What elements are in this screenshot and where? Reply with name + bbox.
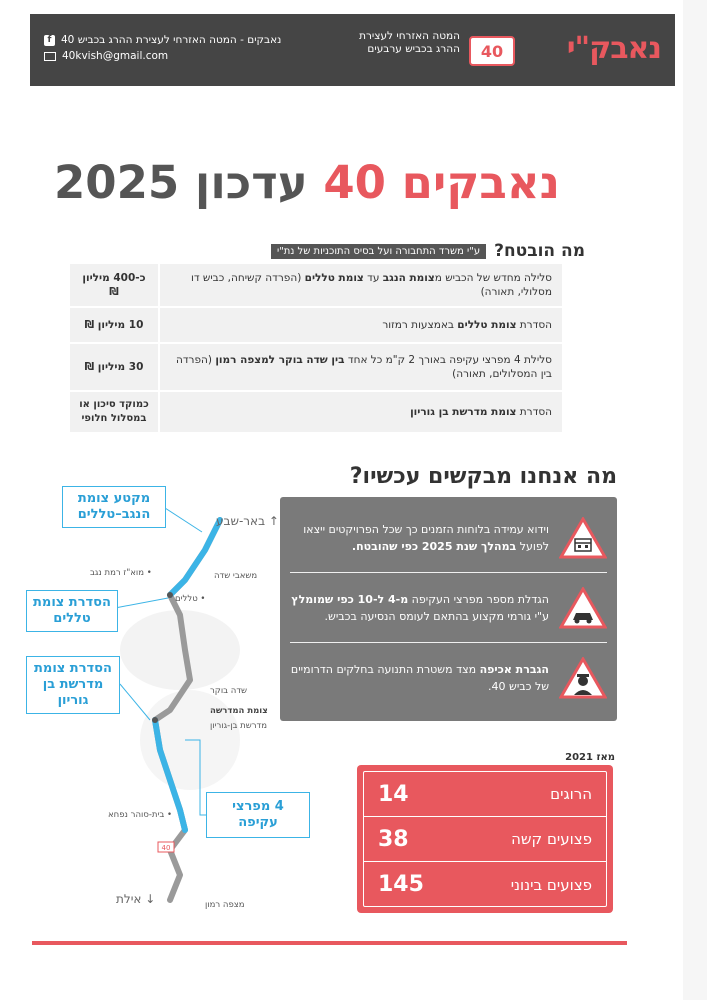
ask-item: הגדלת מספר מפרצי העקיפה מ-4 ל-10 כפי שמומלץ ע"י גורמי מקצוע בהתאם לעומס הנסיעה בכביש. bbox=[290, 573, 607, 643]
label-sde-boker: שדה בוקר bbox=[210, 686, 247, 696]
title-part2: עדכון 2025 bbox=[53, 156, 308, 209]
callout-bays: 4 מפרצי עקיפה bbox=[206, 792, 310, 838]
ask-heading: מה אנחנו מבקשים עכשיו? bbox=[349, 464, 617, 489]
label-ramat-negev: • מוא"ז רמת נגב bbox=[90, 568, 152, 578]
stat-label: פצועים קשה bbox=[511, 830, 592, 848]
table-row: סלילת 4 מפרצי עקיפה באורך 2 ק"מ כל אחד בין שדה בוקר למצפה רמון (הפרדה בין המסלולים, תאורה) 30 מיליון ₪ bbox=[70, 344, 562, 392]
highlight-negev-segment bbox=[170, 520, 220, 595]
promised-heading: מה הובטח? bbox=[494, 241, 585, 261]
promised-table bbox=[70, 264, 562, 432]
police-warning-icon bbox=[559, 657, 607, 699]
page-edge bbox=[683, 0, 707, 1000]
stat-row bbox=[364, 817, 606, 862]
contact-email[interactable]: 40kvish@gmail.com bbox=[62, 50, 169, 62]
table-row: סלילה מחדש של הכביש מצומת הנגב עד צומת טללים (הפרדה קשיחה, כביש דו מסלולי, תאורה) כ-400 מיליון ₪ bbox=[70, 264, 562, 308]
cost-cell: 30 מיליון ₪ bbox=[70, 343, 160, 391]
table-row: הסדרת צומת טללים באמצעות רמזור 10 מיליון ₪ bbox=[70, 308, 562, 344]
logo bbox=[536, 28, 661, 70]
contact-info bbox=[44, 32, 281, 64]
ask-item: וידוא עמידה בלוחות הזמנים כך שכל הפרויקטים ייצאו לפועל במהלך שנת 2025 כפי שהובטח. bbox=[290, 503, 607, 573]
cost-cell: 10 מיליון ₪ bbox=[70, 307, 160, 343]
header-tagline: המטה האזרחי לעצירת ההרג בכביש ערבעים bbox=[359, 30, 460, 55]
bottom-divider bbox=[32, 941, 627, 945]
facebook-icon: f bbox=[44, 35, 55, 46]
stat-row bbox=[364, 862, 606, 907]
stat-value: 14 bbox=[378, 781, 409, 807]
table-row: הסדרת צומת מדרשת בן גוריון כמוקד סיכון או במסלול חלופי bbox=[70, 392, 562, 432]
cost-cell: כ-400 מיליון ₪ bbox=[70, 263, 160, 307]
stats-box bbox=[357, 765, 613, 913]
title-number: 40 bbox=[323, 156, 386, 209]
label-eilat: ↓ אילת bbox=[116, 892, 156, 906]
callout-midreshet-junction: הסדרת צומת מדרשת בן גוריון bbox=[26, 656, 120, 714]
facebook-page-name[interactable]: נאבקים - המטה האזרחי לעצירת ההרג בכביש 40 bbox=[61, 34, 282, 46]
label-telalim: • טללים bbox=[175, 594, 206, 604]
stat-label: פצועים בינוני bbox=[510, 875, 592, 894]
callout-telalim-junction: הסדרת צומת טללים bbox=[26, 590, 118, 632]
stats-since-label: מאז 2021 bbox=[565, 752, 615, 763]
promised-heading-row bbox=[271, 241, 585, 261]
calendar-warning-icon bbox=[559, 517, 607, 559]
label-mitzpe-ramon: מצפה רמון bbox=[205, 900, 245, 910]
promised-note: ע"י משרד התחבורה ועל בסיס התוכניות של נת"י bbox=[271, 244, 486, 259]
label-midreshet: מדרשת בן-גוריון bbox=[210, 721, 267, 731]
page-title bbox=[53, 155, 560, 210]
callout-negev-telalim: מקטע צומת הנגב–טללים bbox=[62, 486, 166, 528]
road-sign-40: 40 bbox=[161, 844, 171, 852]
title-part1: נאבקים bbox=[401, 156, 560, 209]
label-mashabei: משאבי שדה bbox=[214, 571, 258, 581]
mail-icon bbox=[44, 52, 56, 61]
label-beit-sohar: • בית-סוהר נפחא bbox=[108, 810, 173, 820]
stat-label: הרוגים bbox=[550, 785, 592, 803]
label-beersheva: ↑ באר-שבע bbox=[216, 514, 279, 528]
logo-number-badge: 40 bbox=[469, 36, 515, 66]
label-midrasha-junction: צומת המדרשה bbox=[210, 706, 268, 716]
cost-cell: כמוקד סיכון או במסלול חלופי bbox=[70, 392, 160, 432]
ask-item: הגברת אכיפה מצד משטרת התנועה בחלקים הדרומיים של כביש 40. bbox=[290, 643, 607, 713]
header-bar bbox=[30, 14, 675, 86]
car-crash-warning-icon bbox=[559, 587, 607, 629]
stat-row bbox=[364, 772, 606, 817]
stat-value: 145 bbox=[378, 872, 424, 897]
stat-value: 38 bbox=[378, 826, 409, 852]
logo-text: נאבק"י bbox=[566, 31, 661, 66]
route-map bbox=[20, 480, 340, 920]
